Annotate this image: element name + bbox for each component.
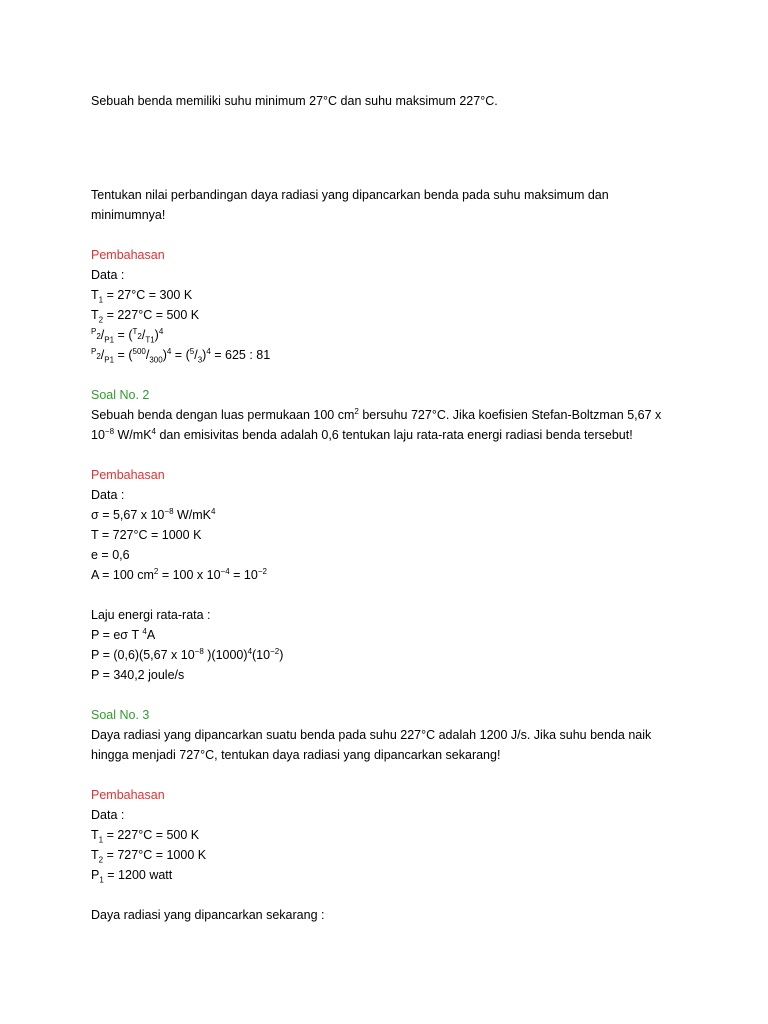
- solution-3-t1: $T_1 = 227^\circ C = 500$ K: [91, 828, 200, 845]
- solution-1-data-label: Data :: [91, 268, 125, 282]
- question-line-2: minimumnya!: [91, 208, 166, 222]
- solution-3-heading: Pembahasan: [91, 788, 165, 802]
- solution-1-heading: Pembahasan: [91, 248, 165, 262]
- solution-3-final-label: Daya radiasi yang dipancarkan sekarang :: [91, 908, 325, 922]
- solution-2-emissivity: e = 0,6: [91, 548, 130, 562]
- solution-2-data-label: Data :: [91, 488, 125, 502]
- solution-2-area: A = 100 $cm^2 = 100$ x $10^{-4} = 10^{-2}$: [91, 566, 267, 582]
- solution-1-t1: $T_1 = 27^\circ C = 300$ K: [91, 288, 193, 305]
- soal-3-line-1: Daya radiasi yang dipancarkan suatu benda pada suhu 227°C adalah 1200 J/s. Jika suhu benda naik: [91, 728, 652, 742]
- solution-2-sigma: σ = 5,67 x $10^{-8}$ $W/mK^4$: [91, 506, 216, 522]
- soal-3-heading: Soal No. 3: [91, 708, 150, 722]
- solution-2-result: P = 340,2 joule/s: [91, 668, 185, 682]
- solution-3-p1: $P_1 = 1200$ watt: [91, 868, 173, 885]
- soal-2-heading: Soal No. 2: [91, 388, 150, 402]
- solution-3-data-label: Data :: [91, 808, 125, 822]
- solution-2-temperature: T = 727°C = 1000 K: [91, 528, 202, 542]
- solution-2-heading: Pembahasan: [91, 468, 165, 482]
- soal-3-line-2: hingga menjadi 727°C, tentukan daya radiasi yang dipancarkan sekarang!: [91, 748, 501, 762]
- solution-2-rate-label: Laju energi rata-rata :: [91, 608, 211, 622]
- soal-2-line-1: Sebuah benda dengan luas permukaan 100 $cm^2$ bersuhu 727°C. Jika koefisien Stefan-Boltzman 5,67 x: [91, 406, 662, 422]
- question-line-1: Tentukan nilai perbandingan daya radiasi yang dipancarkan benda pada suhu maksimum dan: [91, 188, 609, 202]
- solution-1-t2: $T_2 = 227^\circ C = 500$ K: [91, 308, 200, 325]
- intro-line: Sebuah benda memiliki suhu minimum 27°C dan suhu maksimum 227°C.: [91, 94, 498, 108]
- solution-1-ratio-result: $^P2/_{P1} = (^{500}/_{300})^4 = (^5/_3)^4 = 625$ : 81: [91, 346, 271, 365]
- solution-1-ratio-formula: $^P2/_{P1} = (^T2/_{T1})^4$: [91, 326, 164, 345]
- solution-2-substitution: P = (0,6)(5,67 x $10^{-8}$ )$(1000)^4(10^{-2})$: [91, 646, 284, 662]
- solution-2-formula: P = eσ T $^4$A: [91, 626, 156, 642]
- soal-2-line-2: $10^{-8}$ $W/mK^4$ dan emisivitas benda adalah 0,6 tentukan laju rata-rata energi radiasi benda tersebut!: [91, 426, 633, 442]
- solution-3-t2: $T_2 = 727^\circ C = 1000$ K: [91, 848, 207, 865]
